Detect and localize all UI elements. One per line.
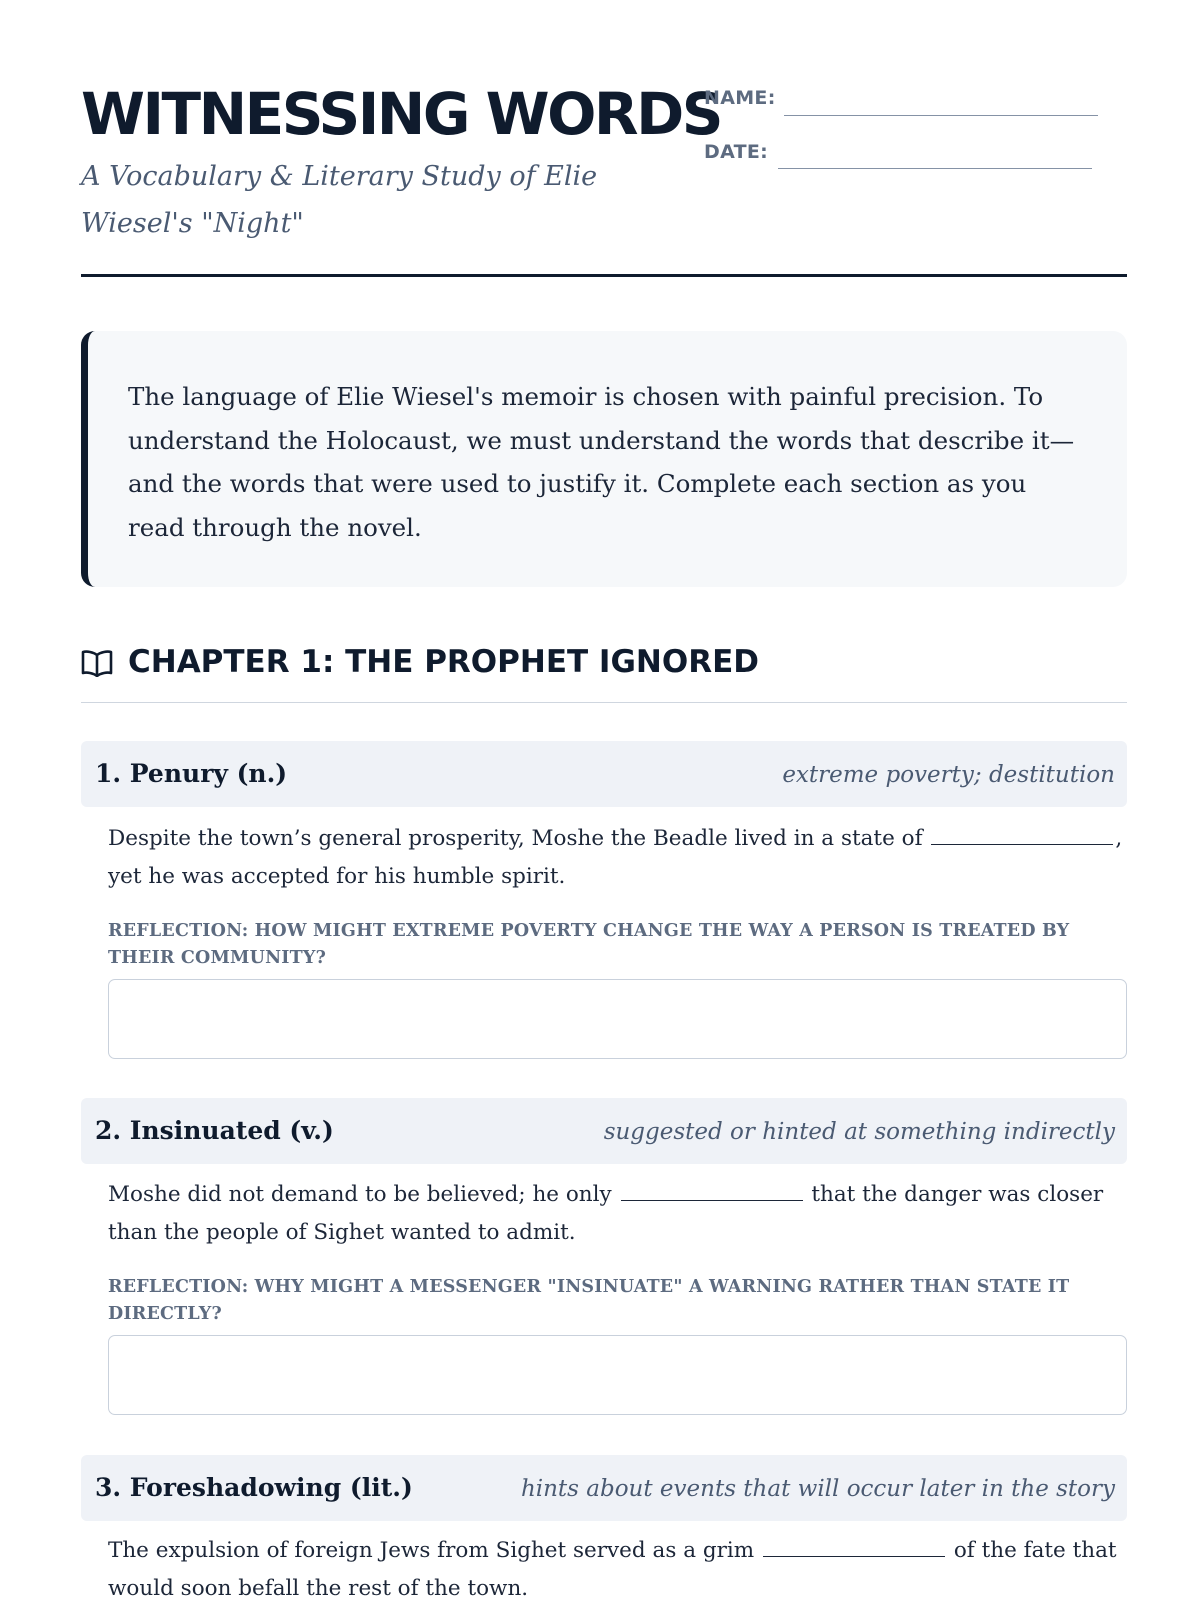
sentence-text: that the danger was closer than the people of Sighet wanted to admit. <box>108 1182 1104 1245</box>
vocab-term-bar <box>81 741 1127 807</box>
sentence-text: of the fate that would soon befall the rest of the town. <box>108 1538 1117 1601</box>
vocab-term-bar <box>81 1098 1127 1164</box>
header-divider <box>81 274 1127 277</box>
fill-in-blank[interactable] <box>621 1180 803 1201</box>
fill-in-sentence <box>108 1176 1123 1252</box>
vocab-term: 2. Insinuated (v.) <box>95 1116 334 1145</box>
reflection-answer-box[interactable] <box>108 1335 1127 1415</box>
sentence-text: Despite the town’s general prosperity, Moshe the Beadle lived in a state of <box>108 826 923 851</box>
vocab-definition: extreme poverty; destitution <box>782 762 1115 788</box>
vocab-definition: suggested or hinted at something indirectly <box>603 1119 1115 1145</box>
fill-in-sentence <box>108 1532 1123 1608</box>
open-book-icon <box>81 649 113 677</box>
sentence-text: , yet he was accepted for his humble spirit. <box>108 826 1123 889</box>
reflection-prompt: REFLECTION: WHY MIGHT A MESSENGER "INSINUATE" A WARNING RATHER THAN STATE IT DIRECTLY? <box>108 1277 1070 1324</box>
chapter-heading <box>81 640 1127 703</box>
chapter-title: CHAPTER 1: THE PROPHET IGNORED <box>128 644 759 680</box>
reflection-prompt: REFLECTION: HOW MIGHT EXTREME POVERTY CHANGE THE WAY A PERSON IS TREATED BY THEIR COMMUNITY? <box>108 921 1070 968</box>
vocab-term: 1. Penury (n.) <box>95 759 288 788</box>
vocab-term: 3. Foreshadowing (lit.) <box>95 1473 413 1502</box>
date-label: DATE: <box>704 141 769 163</box>
name-label: NAME: <box>704 87 776 109</box>
vocab-definition: hints about events that will occur later in the story <box>520 1476 1115 1502</box>
vocab-term-bar <box>81 1455 1127 1521</box>
intro-callout <box>81 331 1127 587</box>
sentence-text: Moshe did not demand to be believed; he only <box>108 1182 612 1207</box>
name-field[interactable] <box>784 115 1098 116</box>
date-field[interactable] <box>778 168 1092 169</box>
page-subtitle: A Vocabulary & Literary Study of Elie Wiesel's "Night" <box>81 161 598 239</box>
reflection-answer-box[interactable] <box>108 979 1127 1059</box>
fill-in-blank[interactable] <box>763 1536 945 1557</box>
fill-in-sentence <box>108 820 1123 896</box>
intro-text: The language of Elie Wiesel's memoir is chosen with painful precision. To understand the Holocaust, we must understand the words that describe it—and the words that were used to justify it. Complete each section as you read through the novel. <box>128 382 1075 542</box>
fill-in-blank[interactable] <box>931 824 1113 845</box>
page-title: WITNESSING WORDS <box>81 80 721 148</box>
sentence-text: The expulsion of foreign Jews from Sighet served as a grim <box>108 1538 755 1563</box>
